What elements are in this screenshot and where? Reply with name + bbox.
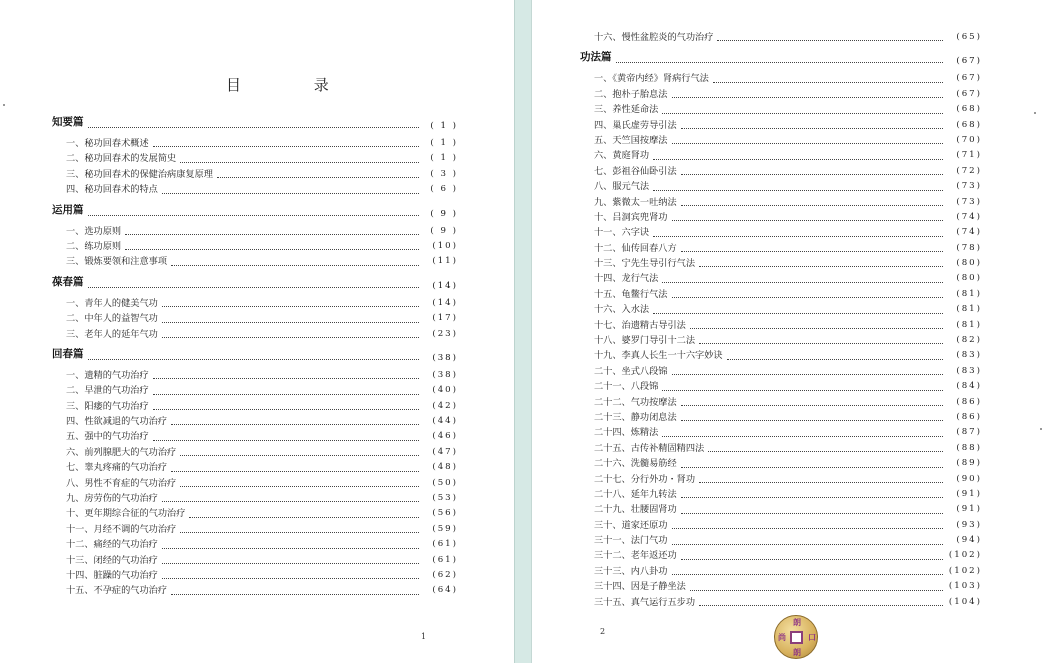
toc-entry-page: (74): [956, 211, 982, 222]
dot-leader: [681, 251, 943, 252]
toc-entry-page: (38): [432, 369, 458, 380]
toc-entry[interactable]: [580, 333, 982, 348]
toc-entry-label: 十七、治遗精古导引法: [594, 319, 686, 331]
dot-leader: [662, 390, 943, 391]
dot-leader: [672, 297, 944, 298]
toc-entry-label: 四、巢氏虚劳导引法: [594, 119, 677, 131]
toc-entry[interactable]: [580, 87, 982, 102]
dot-leader: [180, 455, 419, 456]
toc-entry-label: 二十九、壮腰固肾功: [594, 504, 677, 516]
toc-entry[interactable]: [580, 241, 982, 256]
toc-entry[interactable]: [580, 148, 982, 163]
toc-entry[interactable]: [580, 133, 982, 148]
toc-entry-page: (64): [432, 585, 458, 596]
toc-entry-label: 十八、婆罗门导引十二法: [594, 335, 696, 347]
toc-entry[interactable]: [580, 579, 982, 594]
toc-entry-label: 七、睾丸疼痛的气功治疗: [66, 462, 168, 474]
toc-entry[interactable]: [52, 568, 458, 583]
dot-leader: [162, 322, 419, 323]
toc-entry-label: 十二、仙传回春八方: [594, 242, 677, 254]
toc-entry[interactable]: [52, 399, 458, 414]
toc-entry[interactable]: [52, 296, 458, 311]
coin-char-left: 尚: [778, 633, 786, 642]
toc-entry-page: (72): [956, 165, 982, 176]
toc-entry[interactable]: [52, 136, 458, 151]
dot-leader: [88, 127, 420, 128]
toc-entry[interactable]: [580, 364, 982, 379]
toc-entry-page: (86): [956, 411, 982, 422]
toc-entry[interactable]: [52, 429, 458, 444]
toc-entry-label: 三、锻炼要领和注意事项: [66, 256, 168, 268]
dot-leader: [681, 513, 943, 514]
toc-entry[interactable]: [52, 460, 458, 475]
toc-entry-label: 三、老年人的延年气功: [66, 328, 158, 340]
toc-entry[interactable]: [580, 410, 982, 425]
toc-entry-page: (68): [956, 104, 982, 115]
toc-entry-label: 十五、龟鳖行气法: [594, 288, 668, 300]
toc-entry[interactable]: [580, 102, 982, 117]
toc-entry-label: 二、早泄的气功治疗: [66, 385, 149, 397]
toc-entry-page: (73): [956, 181, 982, 192]
toc-entry-page: (23): [432, 328, 458, 339]
toc-entry-label: 三、养性延命法: [594, 104, 659, 116]
page-gutter: [514, 0, 532, 663]
dot-leader: [162, 337, 419, 338]
toc-entry-page: (73): [956, 196, 982, 207]
dot-leader: [727, 359, 943, 360]
toc-entry-label: 四、性欲减退的气功治疗: [66, 416, 168, 428]
toc-entry-page: (89): [956, 458, 982, 469]
toc-entry-page: (93): [956, 519, 982, 530]
toc-entry[interactable]: [580, 472, 982, 487]
dot-leader: [171, 424, 419, 425]
scan-speck: [3, 104, 5, 106]
toc-title: 目 录: [226, 76, 363, 94]
dot-leader: [171, 265, 419, 266]
dot-leader: [672, 528, 944, 529]
dot-leader: [153, 378, 419, 379]
toc-entry-label: 十五、不孕症的气功治疗: [66, 585, 168, 597]
toc-entry-page: (62): [432, 569, 458, 580]
toc-entry-label: 二十八、延年九转法: [594, 488, 677, 500]
toc-entry-page: (61): [432, 539, 458, 550]
toc-list-right: [580, 30, 982, 610]
toc-entry-page: ( 1 ): [430, 153, 458, 164]
dot-leader: [681, 405, 943, 406]
toc-entry-page: (71): [956, 150, 982, 161]
dot-leader: [662, 282, 943, 283]
toc-entry-page: (84): [956, 381, 982, 392]
dot-leader: [713, 82, 943, 83]
dot-leader: [616, 62, 944, 63]
toc-entry[interactable]: [52, 445, 458, 460]
coin-char-right: 口: [808, 633, 816, 642]
toc-entry-label: 二、中年人的益智气功: [66, 313, 158, 325]
toc-entry[interactable]: [52, 224, 458, 239]
toc-entry-page: (67): [956, 88, 982, 99]
dot-leader: [699, 605, 943, 606]
toc-entry[interactable]: [580, 379, 982, 394]
toc-entry-page: (91): [956, 488, 982, 499]
toc-entry-label: 一、青年人的健美气功: [66, 297, 158, 309]
toc-section[interactable]: [580, 48, 982, 67]
dot-leader: [681, 420, 943, 421]
toc-entry[interactable]: [580, 564, 982, 579]
dot-leader: [88, 359, 420, 360]
toc-entry-page: (59): [432, 523, 458, 534]
dot-leader: [217, 177, 419, 178]
toc-section[interactable]: [52, 345, 458, 364]
toc-entry-page: (44): [432, 416, 458, 427]
toc-entry-label: 二十六、洗髓易筋经: [594, 458, 677, 470]
toc-entry-page: (17): [432, 313, 458, 324]
dot-leader: [171, 594, 419, 595]
dot-leader: [153, 440, 419, 441]
toc-entry-label: 二十三、静功闭息法: [594, 411, 677, 423]
toc-entry-label: 三十三、内八卦功: [594, 565, 668, 577]
toc-entry-page: (80): [956, 258, 982, 269]
toc-entry-page: (80): [956, 273, 982, 284]
toc-entry-page: (56): [432, 508, 458, 519]
toc-entry-page: (94): [956, 535, 982, 546]
toc-entry-page: (38): [432, 352, 458, 363]
dot-leader: [672, 544, 944, 545]
toc-entry-page: (50): [432, 477, 458, 488]
toc-entry-page: (61): [432, 554, 458, 565]
left-page: [0, 0, 514, 663]
toc-entry-label: 一、选功原则: [66, 225, 122, 237]
toc-entry[interactable]: [52, 167, 458, 182]
toc-entry-page: (88): [956, 442, 982, 453]
toc-entry[interactable]: [580, 502, 982, 517]
dot-leader: [717, 40, 943, 41]
toc-list-left: [52, 110, 458, 599]
dot-leader: [189, 517, 419, 518]
toc-entry[interactable]: [52, 537, 458, 552]
dot-leader: [653, 159, 943, 160]
toc-entry-page: (81): [956, 288, 982, 299]
toc-entry[interactable]: [580, 271, 982, 286]
dot-leader: [681, 174, 943, 175]
toc-entry-label: 运用篇: [52, 203, 84, 216]
toc-entry-label: 一、遗精的气功治疗: [66, 369, 149, 381]
dot-leader: [153, 409, 419, 410]
toc-entry[interactable]: [52, 583, 458, 598]
toc-entry-page: (67): [956, 56, 982, 67]
dot-leader: [681, 559, 943, 560]
dot-leader: [162, 501, 419, 502]
toc-entry-label: 三十四、因是子静坐法: [594, 581, 686, 593]
watermark-coin-icon: [774, 615, 818, 659]
toc-entry-page: (82): [956, 335, 982, 346]
toc-entry-page: (83): [956, 350, 982, 361]
toc-entry-label: 五、天竺国按摩法: [594, 134, 668, 146]
toc-entry-label: 八、男性不育症的气功治疗: [66, 477, 177, 489]
toc-entry[interactable]: [580, 118, 982, 133]
dot-leader: [180, 486, 419, 487]
toc-entry-page: (48): [432, 462, 458, 473]
toc-entry-label: 一、《黄帝内经》肾病行气法: [594, 73, 709, 85]
dot-leader: [681, 128, 943, 129]
toc-entry-label: 二、抱朴子胎息法: [594, 88, 668, 100]
dot-leader: [153, 394, 419, 395]
dot-leader: [672, 97, 944, 98]
toc-entry[interactable]: [52, 182, 458, 197]
toc-entry[interactable]: [52, 311, 458, 326]
toc-entry-page: (74): [956, 227, 982, 238]
toc-entry-page: (104): [948, 596, 982, 607]
toc-entry[interactable]: [52, 239, 458, 254]
toc-entry-label: 二十五、古传补精固精四法: [594, 442, 705, 454]
toc-entry[interactable]: [52, 327, 458, 342]
toc-entry-page: (102): [948, 550, 982, 561]
page-number-right: 2: [600, 627, 606, 636]
toc-entry[interactable]: [580, 533, 982, 548]
toc-entry-label: 回春篇: [52, 347, 84, 360]
toc-entry[interactable]: [580, 30, 982, 45]
toc-entry-page: (81): [956, 319, 982, 330]
toc-entry-page: (102): [948, 565, 982, 576]
coin-char-bottom: 朗: [793, 648, 801, 657]
toc-entry-label: 十一、六字诀: [594, 227, 650, 239]
dot-leader: [681, 467, 943, 468]
toc-entry-label: 二、秘功回春术的发展简史: [66, 153, 177, 165]
toc-section[interactable]: [52, 201, 458, 220]
dot-leader: [672, 143, 944, 144]
toc-entry-label: 三十、道家还原功: [594, 519, 668, 531]
coin-char-top: 朗: [793, 618, 801, 627]
dot-leader: [180, 162, 419, 163]
toc-entry-label: 九、紫微太一吐纳法: [594, 196, 677, 208]
toc-entry-label: 十三、闭经的气功治疗: [66, 554, 158, 566]
dot-leader: [171, 471, 419, 472]
toc-entry[interactable]: [52, 476, 458, 491]
toc-entry-label: 十四、脏躁的气功治疗: [66, 569, 158, 581]
scan-speck: [1040, 428, 1042, 430]
toc-entry-label: 十六、慢性盆腔炎的气功治疗: [594, 31, 714, 43]
toc-entry-label: 二十、坐式八段锦: [594, 365, 668, 377]
dot-leader: [653, 313, 943, 314]
toc-entry[interactable]: [580, 441, 982, 456]
dot-leader: [690, 590, 943, 591]
toc-entry-page: (11): [432, 256, 458, 267]
dot-leader: [699, 482, 943, 483]
toc-section[interactable]: [52, 273, 458, 292]
toc-entry-label: 二十一、八段锦: [594, 381, 659, 393]
toc-entry[interactable]: [580, 318, 982, 333]
dot-leader: [690, 328, 943, 329]
toc-entry-label: 二十二、气功按摩法: [594, 396, 677, 408]
toc-entry-label: 七、彭祖谷仙卧引法: [594, 165, 677, 177]
toc-entry-label: 三、阳痿的气功治疗: [66, 400, 149, 412]
toc-entry-page: (83): [956, 365, 982, 376]
toc-entry-page: (68): [956, 119, 982, 130]
toc-entry[interactable]: [580, 518, 982, 533]
toc-entry-page: ( 9 ): [430, 208, 458, 219]
toc-entry-page: (78): [956, 242, 982, 253]
toc-entry-page: (70): [956, 134, 982, 145]
toc-entry-label: 十六、入水法: [594, 304, 650, 316]
dot-leader: [180, 532, 419, 533]
dot-leader: [662, 436, 943, 437]
toc-entry-label: 知要篇: [52, 116, 84, 128]
dot-leader: [699, 343, 943, 344]
toc-entry-label: 十一、月经不调的气功治疗: [66, 523, 177, 535]
toc-entry-page: (81): [956, 304, 982, 315]
toc-entry[interactable]: [580, 456, 982, 471]
toc-entry-label: 四、秘功回春术的特点: [66, 184, 158, 196]
toc-entry[interactable]: [580, 487, 982, 502]
toc-entry[interactable]: [580, 348, 982, 363]
dot-leader: [162, 548, 419, 549]
dot-leader: [672, 220, 944, 221]
toc-entry[interactable]: [580, 210, 982, 225]
dot-leader: [708, 451, 943, 452]
dot-leader: [162, 193, 419, 194]
dot-leader: [672, 374, 944, 375]
toc-entry[interactable]: [52, 522, 458, 537]
toc-entry[interactable]: [580, 179, 982, 194]
toc-entry-page: (42): [432, 400, 458, 411]
toc-entry-label: 功法篇: [580, 51, 612, 64]
scan-speck: [1034, 112, 1036, 114]
toc-entry[interactable]: [52, 151, 458, 166]
toc-entry-label: 二、练功原则: [66, 240, 122, 252]
toc-entry-page: (47): [432, 446, 458, 457]
toc-entry-page: ( 1 ): [430, 137, 458, 148]
toc-entry[interactable]: [580, 256, 982, 271]
dot-leader: [162, 578, 419, 579]
toc-entry[interactable]: [52, 368, 458, 383]
toc-entry-label: 九、房劳伤的气功治疗: [66, 493, 158, 505]
toc-entry-page: ( 6 ): [430, 184, 458, 195]
dot-leader: [125, 234, 419, 235]
toc-entry-label: 十、吕洞宾兜肾功: [594, 211, 668, 223]
toc-entry[interactable]: [580, 164, 982, 179]
toc-entry-page: ( 1 ): [430, 121, 458, 131]
toc-section[interactable]: [52, 113, 458, 132]
toc-entry-label: 六、前列腺肥大的气功治疗: [66, 446, 177, 458]
toc-entry-page: (14): [432, 297, 458, 308]
dot-leader: [653, 236, 943, 237]
dot-leader: [125, 249, 419, 250]
toc-entry-label: 十九、李真人长生一十六字妙诀: [594, 350, 723, 362]
dot-leader: [153, 146, 419, 147]
toc-entry[interactable]: [580, 425, 982, 440]
toc-entry-label: 二十七、分行外功・肾功: [594, 473, 696, 485]
toc-entry[interactable]: [580, 595, 982, 610]
toc-entry-page: (65): [956, 31, 982, 42]
toc-entry-page: (14): [432, 280, 458, 291]
toc-entry-label: 三、秘功回春术的保健治病康复原理: [66, 168, 213, 180]
coin-square-hole: [790, 631, 803, 644]
toc-entry-page: (67): [956, 73, 982, 84]
toc-entry-label: 十三、宁先生导引行气法: [594, 258, 696, 270]
toc-entry-page: (103): [948, 581, 982, 592]
toc-entry[interactable]: [580, 395, 982, 410]
toc-entry[interactable]: [52, 383, 458, 398]
toc-entry-label: 一、秘功回春术概述: [66, 137, 149, 149]
toc-entry-label: 三十二、老年返还功: [594, 550, 677, 562]
page-number-left: 1: [421, 632, 427, 641]
toc-entry-page: ( 9 ): [430, 225, 458, 236]
toc-entry-label: 十、更年期综合征的气功治疗: [66, 508, 186, 520]
toc-entry[interactable]: [580, 549, 982, 564]
toc-entry-page: (10): [432, 240, 458, 251]
toc-entry-label: 八、服元气法: [594, 181, 650, 193]
right-page: [532, 0, 1057, 663]
dot-leader: [672, 574, 944, 575]
toc-entry[interactable]: [52, 553, 458, 568]
toc-entry-page: (46): [432, 431, 458, 442]
toc-entry-label: 十四、龙行气法: [594, 273, 659, 285]
toc-entry-page: (87): [956, 427, 982, 438]
dot-leader: [681, 205, 943, 206]
toc-entry-label: 六、黄庭肾功: [594, 150, 650, 162]
dot-leader: [162, 563, 419, 564]
dot-leader: [88, 287, 420, 288]
toc-entry[interactable]: [52, 414, 458, 429]
toc-entry-label: 三十一、法门气功: [594, 535, 668, 547]
toc-entry-label: 五、强中的气功治疗: [66, 431, 149, 443]
dot-leader: [662, 113, 943, 114]
dot-leader: [681, 497, 943, 498]
toc-entry[interactable]: [580, 287, 982, 302]
dot-leader: [699, 266, 943, 267]
toc-entry[interactable]: [580, 302, 982, 317]
dot-leader: [162, 306, 419, 307]
toc-entry[interactable]: [52, 506, 458, 521]
toc-entry-label: 二十四、炼精法: [594, 427, 659, 439]
toc-entry[interactable]: [580, 195, 982, 210]
toc-entry[interactable]: [580, 71, 982, 86]
toc-entry[interactable]: [580, 225, 982, 240]
toc-entry-page: (53): [432, 493, 458, 504]
toc-entry-label: 葆春篇: [52, 275, 84, 288]
toc-entry[interactable]: [52, 254, 458, 269]
dot-leader: [653, 190, 943, 191]
toc-entry-page: (40): [432, 385, 458, 396]
toc-entry-label: 三十五、真气运行五步功: [594, 596, 696, 608]
toc-entry[interactable]: [52, 491, 458, 506]
toc-entry-page: ( 3 ): [430, 168, 458, 179]
toc-entry-label: 十二、痛经的气功治疗: [66, 539, 158, 551]
dot-leader: [88, 215, 420, 216]
toc-entry-page: (86): [956, 396, 982, 407]
toc-entry-page: (90): [956, 473, 982, 484]
toc-entry-page: (91): [956, 504, 982, 515]
